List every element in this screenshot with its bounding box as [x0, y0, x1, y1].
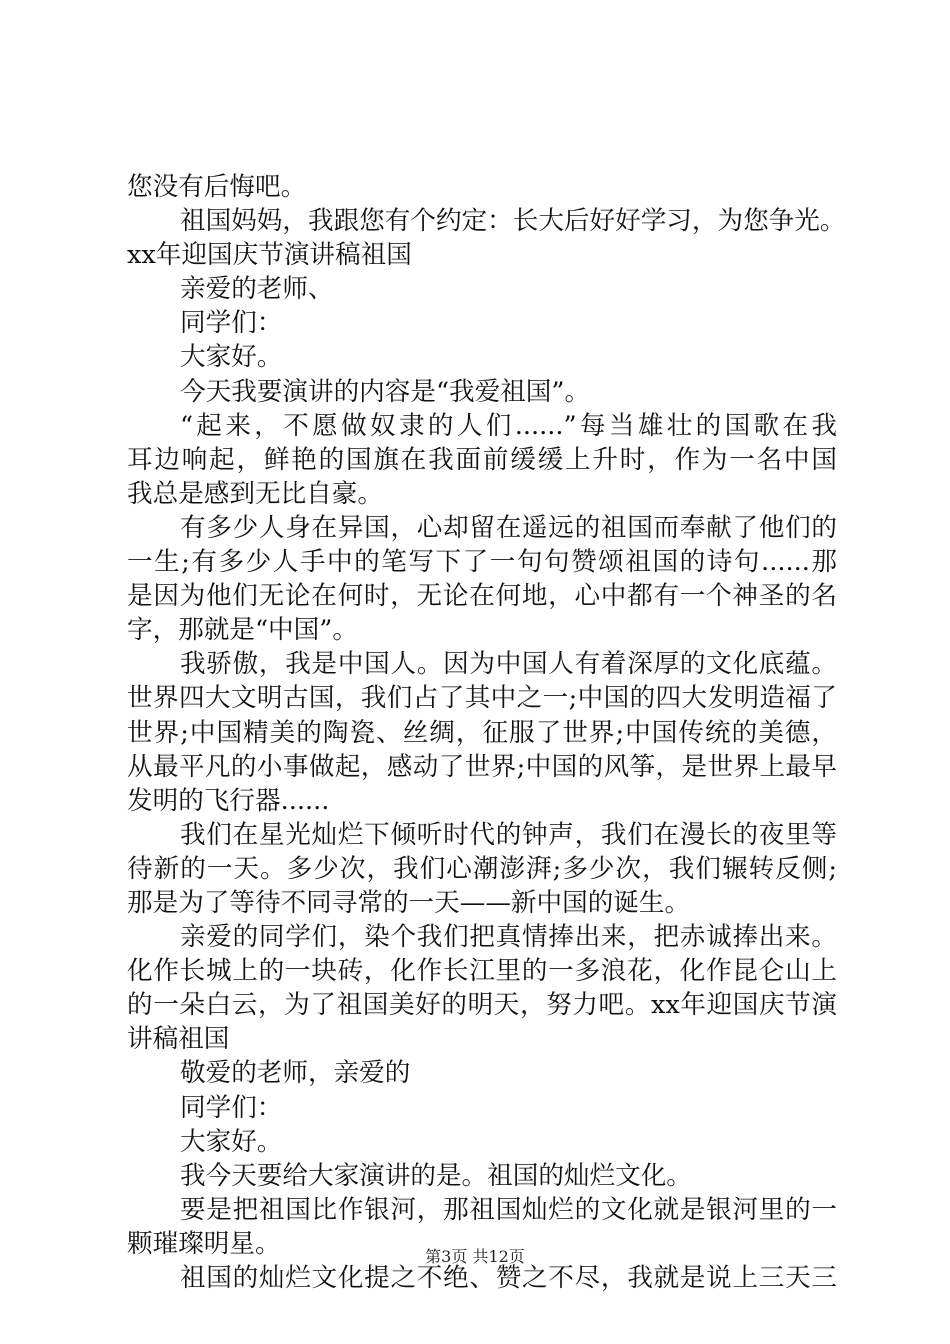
text-line: 有多少人身在异国，心却留在遥远的祖国而奉献了他们的 — [180, 512, 837, 543]
text-line: xx年迎国庆节演讲稿祖国 — [127, 240, 412, 271]
text-line: 大家好。 — [180, 342, 283, 373]
text-line: 的一朵白云，为了祖国美好的明天，努力吧。xx年迎国庆节演 — [127, 990, 837, 1021]
text-line: 我们在星光灿烂下倾听时代的钟声，我们在漫长的夜里等 — [180, 819, 837, 850]
text-line: 要是把祖国比作银河，那祖国灿烂的文化就是银河里的一 — [180, 1194, 837, 1225]
document-body — [127, 170, 846, 1295]
text-line: 亲爱的老师、 — [180, 274, 334, 305]
text-line: 化作长城上的一块砖，化作长江里的一多浪花，化作昆仑山上 — [127, 956, 837, 987]
text-line: 讲稿祖国 — [127, 1024, 230, 1055]
text-line: 那是为了等待不同寻常的一天——新中国的诞生。 — [127, 887, 691, 918]
text-line: “起来，不愿做奴隶的人们......”每当雄壮的国歌在我 — [180, 410, 837, 441]
text-line: 同学们： — [180, 308, 283, 339]
text-line: 我骄傲，我是中国人。因为中国人有着深厚的文化底蕴。 — [180, 649, 837, 680]
text-line: 发明的飞行器...... — [127, 785, 330, 816]
text-line: 颗璀璨明星。 — [127, 1228, 281, 1259]
text-line: 同学们： — [180, 1092, 283, 1123]
text-line: 我今天要给大家演讲的是。祖国的灿烂文化。 — [180, 1160, 692, 1191]
text-line: 一生;有多少人手中的笔写下了一句句赞颂祖国的诗句......那 — [127, 547, 837, 578]
text-line: 从最平凡的小事做起，感动了世界;中国的风筝，是世界上最早 — [127, 751, 837, 782]
text-line: 今天我要演讲的内容是“我爱祖国”。 — [180, 376, 591, 407]
page-footer: 第3页 共12页 — [425, 1247, 525, 1266]
text-line: 世界;中国精美的陶瓷、丝绸，征服了世界;中国传统的美德， — [127, 717, 837, 748]
text-line: 您没有后悔吧。 — [127, 172, 307, 202]
text-line: 亲爱的同学们，染个我们把真情捧出来，把赤诚捧出来。 — [180, 922, 837, 953]
text-line: 祖国的灿烂文化提之不绝、赞之不尽，我就是说上三天三 — [180, 1263, 837, 1293]
text-line: 大家好。 — [180, 1126, 283, 1157]
text-line: 世界四大文明古国，我们占了其中之一;中国的四大发明造福了 — [127, 683, 837, 714]
text-line: 我总是感到无比自豪。 — [127, 478, 383, 509]
text-line: 是因为他们无论在何时，无论在何地，心中都有一个神圣的名 — [127, 581, 837, 612]
text-line: 耳边响起，鲜艳的国旗在我面前缓缓上升时，作为一名中国 — [127, 444, 837, 475]
text-line: 祖国妈妈，我跟您有个约定：长大后好好学习，为您争光。 — [180, 206, 846, 237]
text-line: 敬爱的老师，亲爱的 — [180, 1058, 411, 1089]
text-line: 字，那就是“中国”。 — [127, 615, 358, 646]
text-line: 待新的一天。多少次，我们心潮澎湃;多少次，我们辗转反侧; — [127, 853, 837, 884]
